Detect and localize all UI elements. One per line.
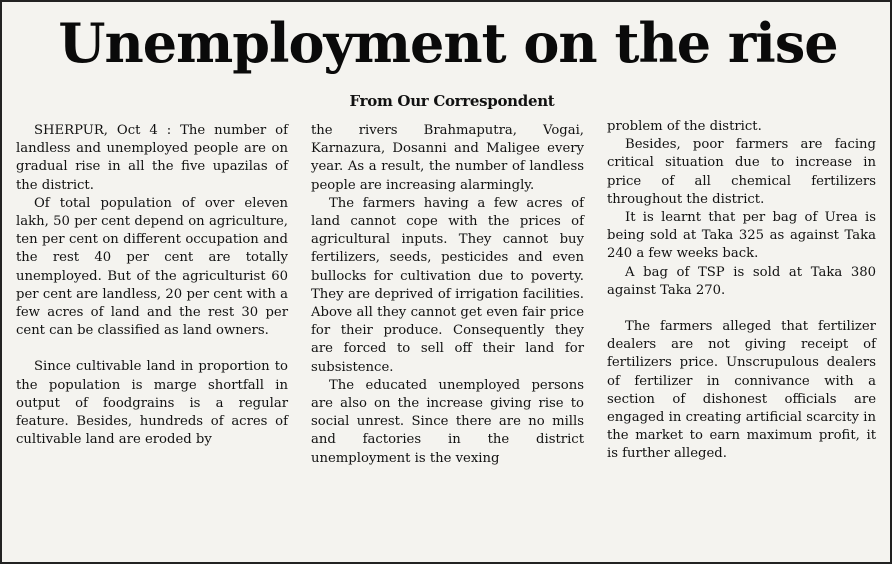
- paragraph: It is learnt that per bag of Urea is being sold at Taka 325 as against Taka 240 a few weeks back.: [607, 210, 876, 262]
- paragraph: Of total population of over eleven lakh, 50 per cent depend on agriculture, ten per cent on different occupation and the rest 40 per cent are totally unemployed. But of the agriculturist 60 per cent are landless, 20 per cent with a few acres of land and the rest 30 per cent can be classified as land owners.: [16, 195, 288, 339]
- byline: From Our Correspondent: [349, 92, 555, 110]
- article-column-1: [16, 122, 288, 449]
- article-column-2: [311, 122, 584, 468]
- paragraph: Besides, poor farmers are facing critical situation due to increase in price of all chemical fertilizers throughout the district.: [607, 137, 876, 207]
- paragraph: the rivers Brahmaputra, Vogai, Karnazura, Dosanni and Maligee every year. As a result, the number of landless people are increasing alarmingly.: [311, 123, 584, 193]
- paragraph: The farmers having a few acres of land cannot cope with the prices of agricultural inputs. They cannot buy fertilizers, seeds, pesticides and even bullocks for cultivation due to poverty. They are deprived of irrigation facilities. Above all they cannot get even fair price for their produce. Consequently they are forced to sell off their land for subsistence.: [311, 195, 584, 375]
- paragraph: Since cultivable land in proportion to the population is marge shortfall in output of foodgrains is a regular feature. Besides, hundreds of acres of cultivable land are eroded by: [16, 359, 288, 448]
- headline: Unemployment on the rise: [58, 11, 838, 75]
- paragraph: SHERPUR, Oct 4 : The number of landless and unemployed people are on gradual rise in all the five upazilas of the district.: [16, 123, 288, 193]
- article-column-3: [607, 118, 876, 464]
- paragraph: A bag of TSP is sold at Taka 380 against Taka 270.: [607, 264, 876, 298]
- paragraph: The educated unemployed persons are also on the increase giving rise to social unrest. Since there are no mills and factories in the district unemployment is the vexing: [311, 377, 584, 466]
- paragraph: The farmers alleged that fertilizer dealers are not giving receipt of fertilizers price. Unscrupulous dealers of fertilizer in connivance with a section of dishonest officials are engaged in creating artificial scarcity in the market to earn maximum profit, it is further alleged.: [607, 319, 876, 462]
- paragraph: problem of the district.: [607, 119, 762, 134]
